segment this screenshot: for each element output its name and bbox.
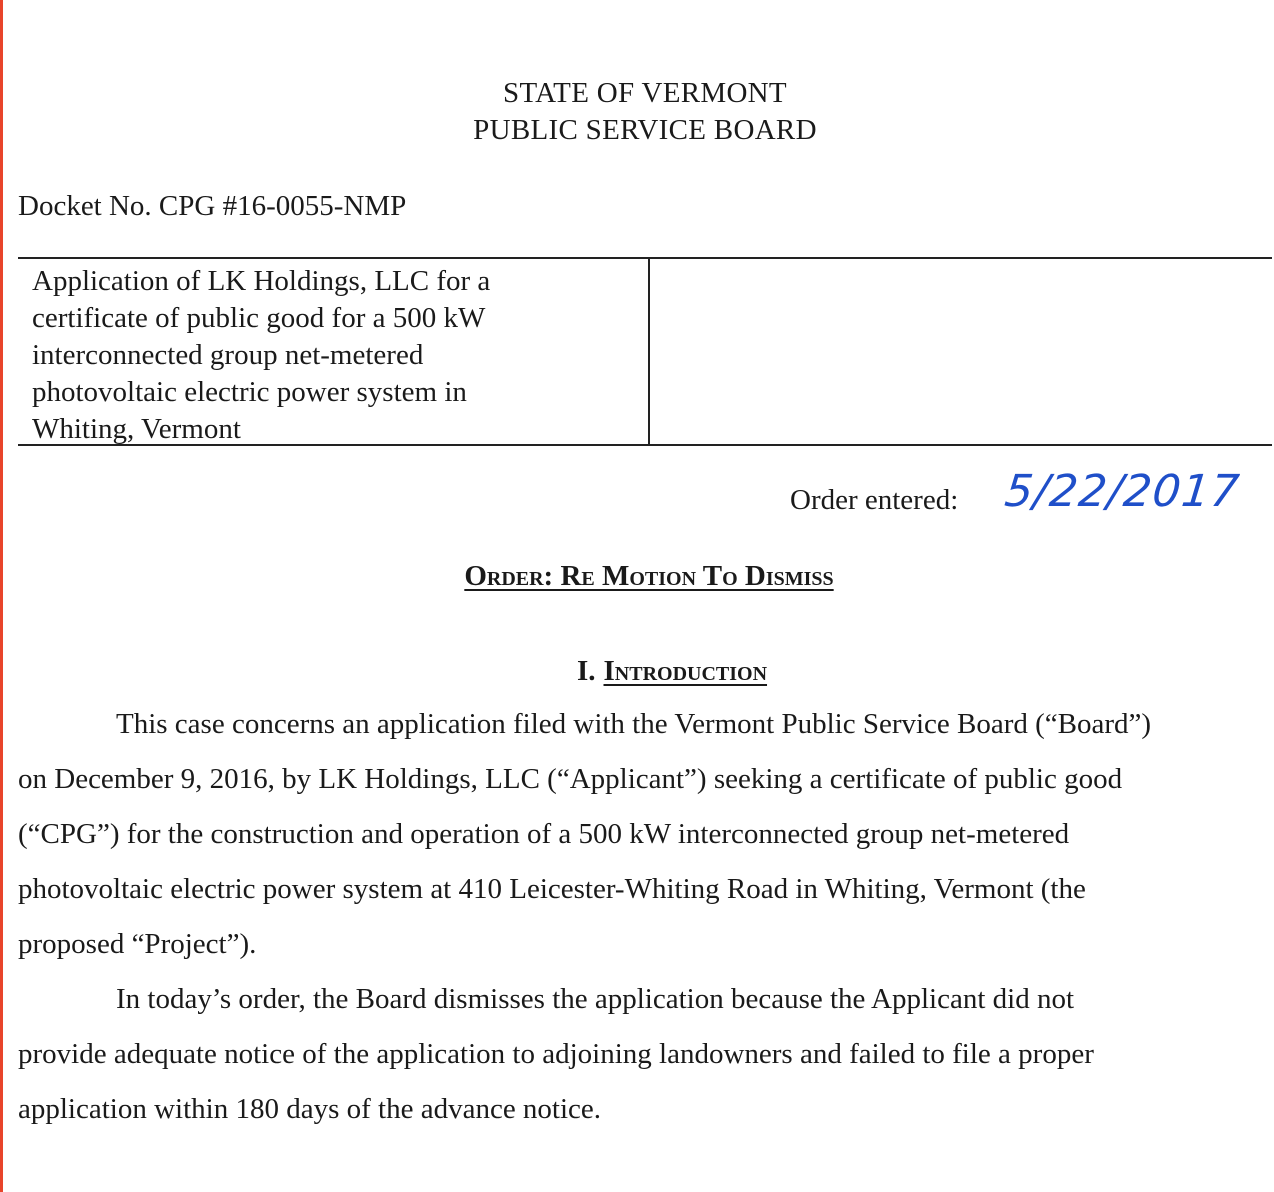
board-heading: PUBLIC SERVICE BOARD — [473, 114, 817, 146]
paragraph-line: (“CPG”) for the construction and operation of a 500 kW interconnected group net-metered — [18, 818, 1070, 850]
paragraph-line: application within 180 days of the advance notice. — [18, 1093, 602, 1125]
page-margin-line — [0, 0, 3, 1192]
caption-top-rule — [18, 257, 1272, 259]
paragraph — [18, 697, 1268, 972]
caption-line: Whiting, Vermont — [32, 413, 241, 445]
order-title — [0, 560, 1274, 593]
paragraph — [18, 972, 1268, 1137]
caption-line: interconnected group net-metered — [32, 339, 424, 371]
docket-number: Docket No. CPG #16-0055-NMP — [18, 190, 407, 222]
section-number: I. — [576, 655, 596, 687]
paragraph-line: In today’s order, the Board dismisses the application because the Applicant did not — [116, 983, 1075, 1015]
caption-line: photovoltaic electric power system in — [32, 376, 467, 408]
section-name: Introduction — [603, 655, 768, 687]
paragraph-line: This case concerns an application filed with the Vermont Public Service Board (“Board”) — [116, 708, 1152, 740]
caption-divider — [648, 259, 650, 445]
paragraph-line: photovoltaic electric power system at 410 Leicester-Whiting Road in Whiting, Vermont (the — [18, 873, 1086, 905]
caption-line: certificate of public good for a 500 kW — [32, 302, 486, 334]
case-caption-box — [18, 257, 1272, 446]
paragraph-line: proposed “Project”). — [18, 928, 257, 960]
section-heading — [0, 655, 1274, 688]
state-heading: STATE OF VERMONT — [503, 77, 787, 109]
paragraph-line: on December 9, 2016, by LK Holdings, LLC (“Applicant”) seeking a certificate of public good — [18, 763, 1123, 795]
paragraph-line: provide adequate notice of the application to adjoining landowners and failed to file a proper — [18, 1038, 1094, 1070]
order-title-text: Order: Re Motion To Dismiss — [464, 560, 834, 592]
order-entered-label: Order entered: — [790, 484, 959, 516]
order-entered-date: 5/22/2017 — [1002, 466, 1243, 517]
caption-line: Application of LK Holdings, LLC for a — [32, 265, 491, 297]
case-caption — [32, 263, 632, 448]
